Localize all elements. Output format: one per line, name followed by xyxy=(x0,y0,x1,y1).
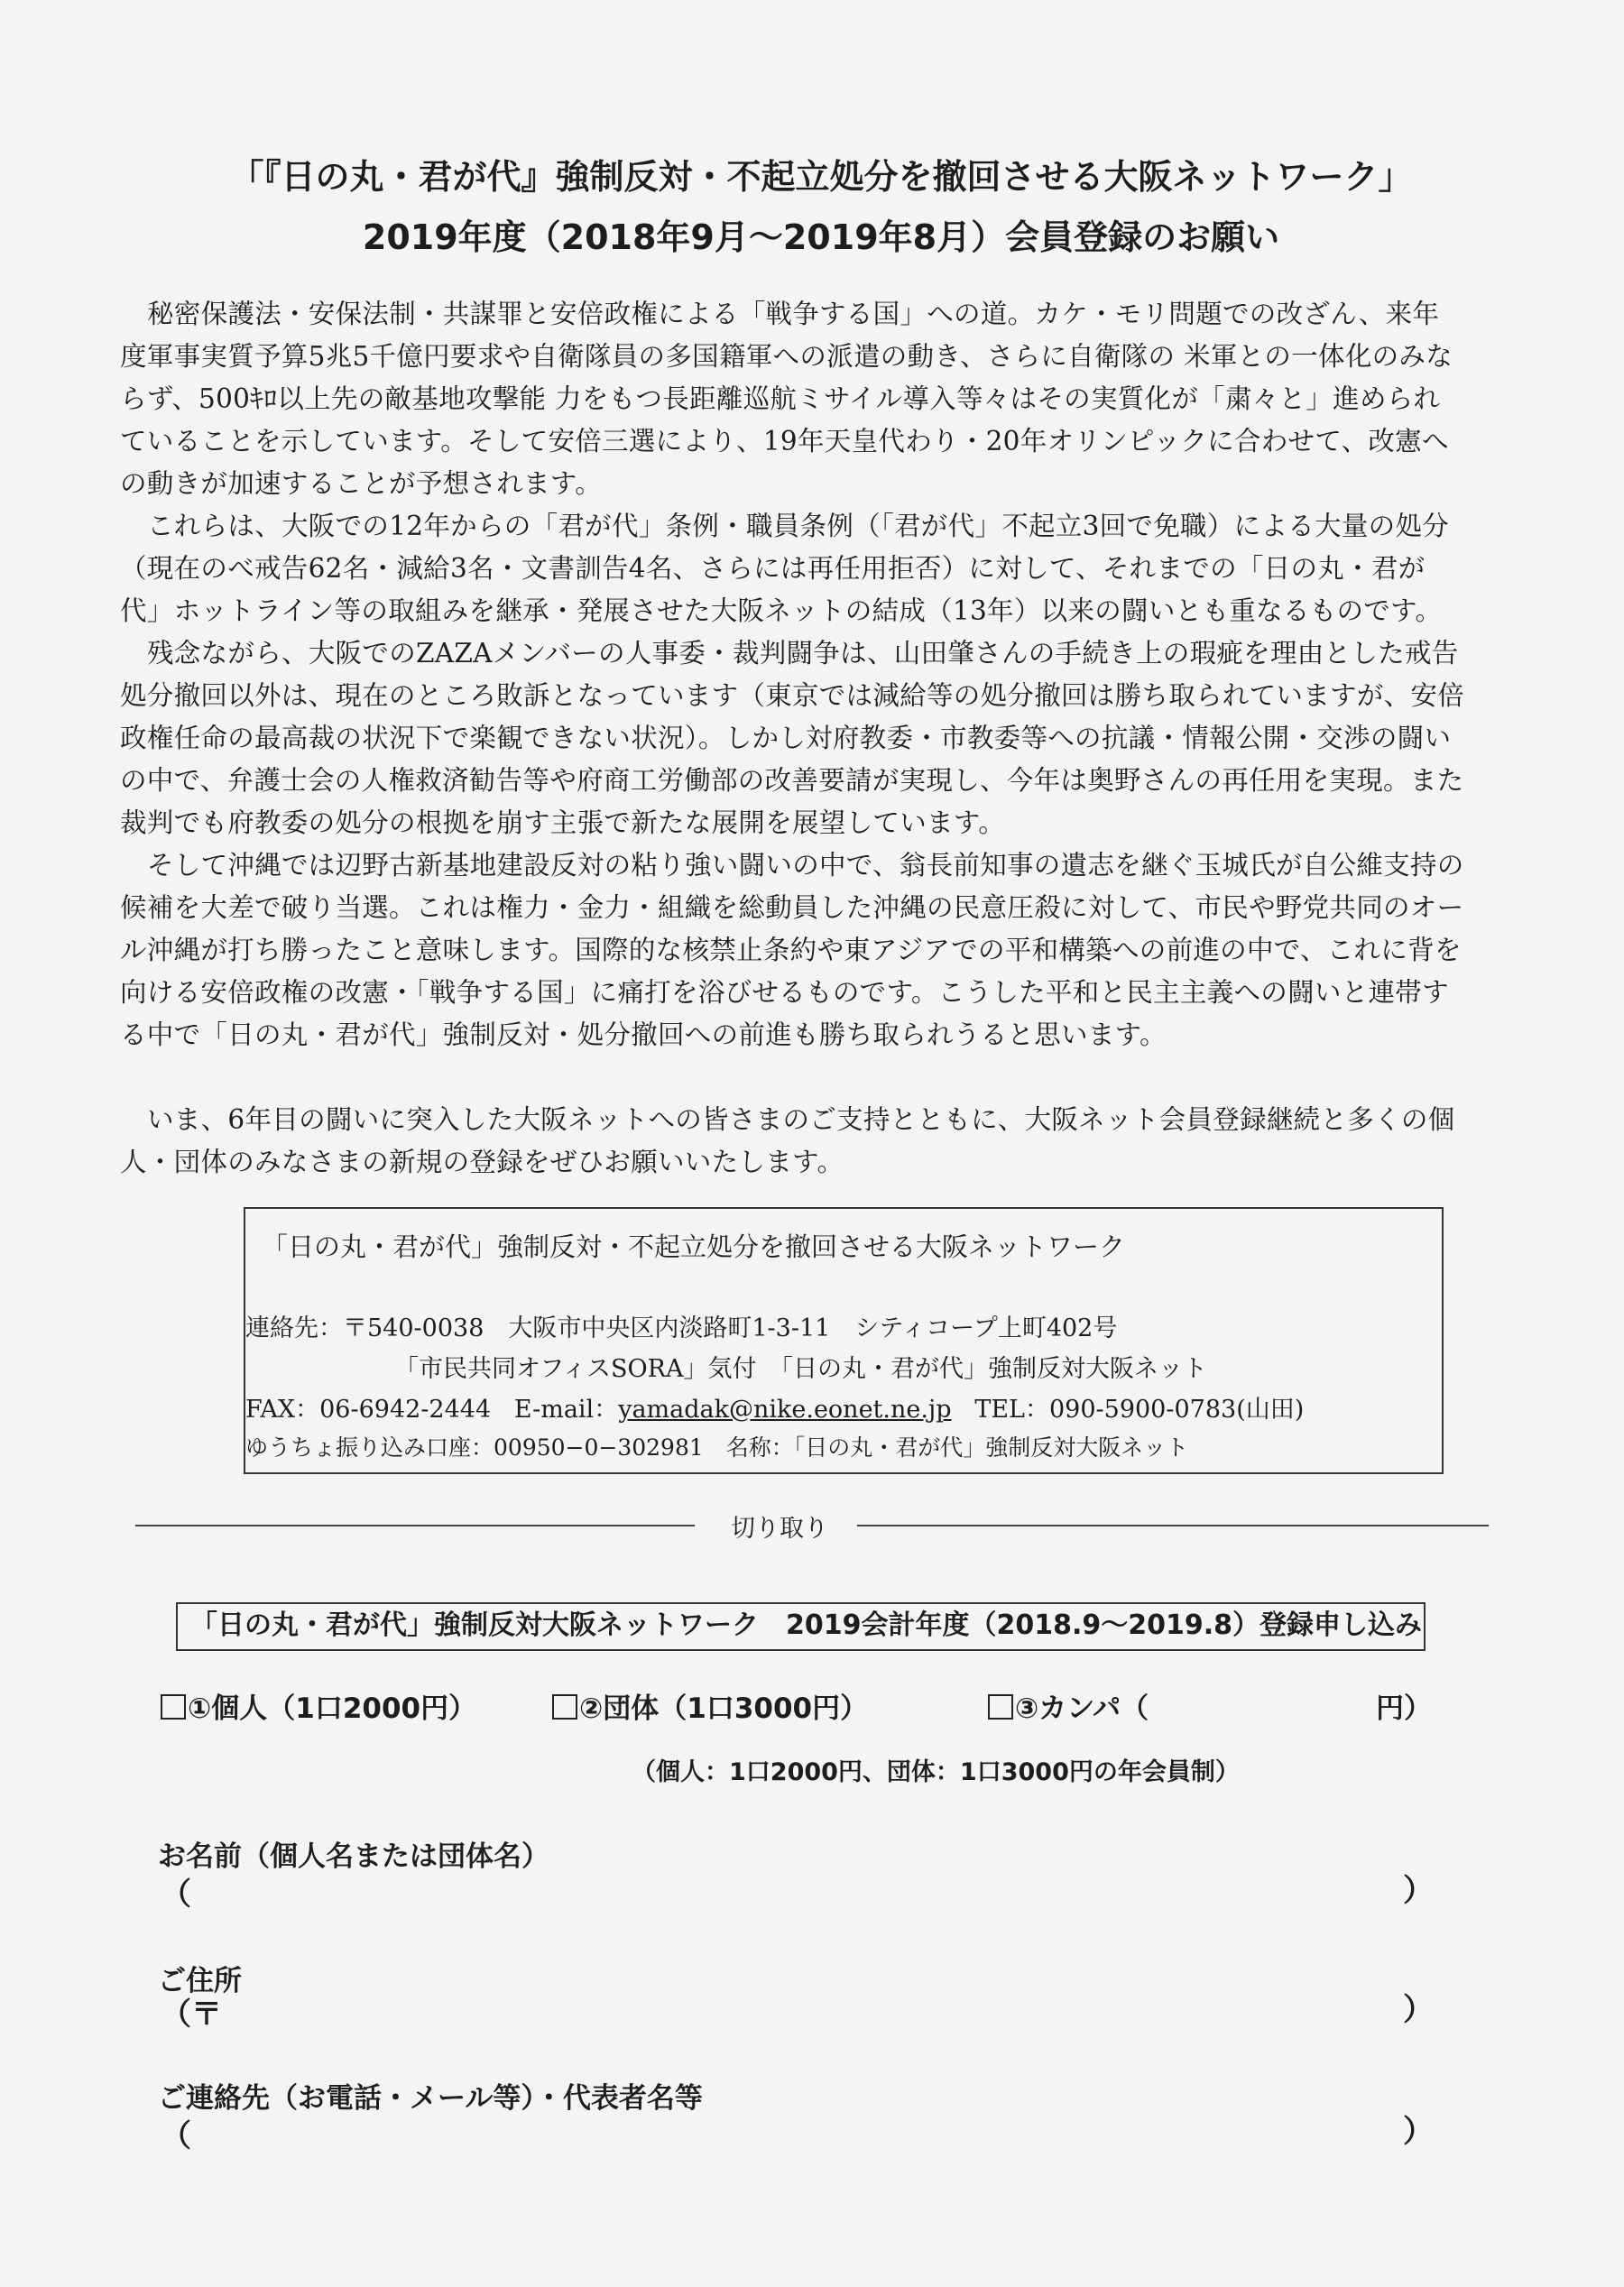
page-subtitle: 2019年度（2018年9月〜2019年8月）会員登録のお願い xyxy=(362,217,1280,257)
contact-address xyxy=(245,1308,1117,1343)
contact-field-open[interactable]: （ xyxy=(161,2118,191,2154)
contact-box xyxy=(244,1207,1444,1474)
tel: TEL：090-5900-0783(山田) xyxy=(974,1396,1305,1424)
contact-office: 「市民共同オフィスSORA」気付 「日の丸・君が代」強制反対大阪ネット xyxy=(394,1355,1207,1383)
contact-fax-email-tel xyxy=(245,1389,1304,1425)
option-label: ①個人（1口2000円） xyxy=(188,1692,477,1725)
cut-line xyxy=(135,1507,1489,1543)
name-label: お名前（個人名または団体名） xyxy=(158,1840,549,1873)
address-text: 〒540-0038 大阪市中央区内淡路町1-3-11 シティコープ上町402号 xyxy=(343,1314,1118,1342)
paragraph: これらは、大阪での12年からの「君が代」条例・職員条例（「君が代」不起立3回で免職）による大量の処分（現在のべ戒告62名・減給3名・文書訓告4名、さらには再任用拒否）に対して、それまでの「日の丸・君が代」ホットライン等の取組みを継承・発展させた大阪ネットの結成（13年）以来の闘いとも重なるものです。 xyxy=(120,511,1450,626)
option-label: ②団体（1口3000円） xyxy=(579,1692,869,1725)
address-label: ご住所 xyxy=(158,1965,242,1997)
body-text xyxy=(120,293,1464,1184)
postal-account: ゆうちょ振り込み口座：00950−0−302981 名称：「日の丸・君が代」強制反対大阪ネット xyxy=(245,1434,1189,1461)
option-individual[interactable] xyxy=(161,1685,476,1726)
contact-org: 「日の丸・君が代」強制反対・不起立処分を撤回させる大阪ネットワーク xyxy=(262,1231,1126,1262)
address-field-close[interactable]: ） xyxy=(1403,1992,1434,2028)
address-label: 連絡先： xyxy=(245,1314,343,1342)
email-link[interactable]: yamadak@nike.eonet.ne.jp xyxy=(618,1396,952,1424)
dashed-divider xyxy=(135,1525,695,1526)
contact-label: ご連絡先（お電話・メール等）・代表者名等 xyxy=(158,2082,703,2115)
form-title: 「日の丸・君が代」強制反対大阪ネットワーク 2019会計年度（2018.9〜2019.8）登録申し込み xyxy=(176,1602,1426,1651)
donation-unit: 円） xyxy=(1376,1692,1432,1725)
option-label: ③カンパ（ xyxy=(1015,1692,1149,1725)
checkbox[interactable] xyxy=(988,1694,1013,1720)
postal-mark: 〒 xyxy=(191,1997,222,2033)
name-field-open[interactable]: （ xyxy=(161,1877,191,1913)
paragraph: 残念ながら、大阪でのZAZAメンバーの人事委・裁判闘争は、山田肇さんの手続き上の瑕疵を理由とした戒告処分撤回以外は、現在のところ敗訴となっています（東京では減給等の処分撤回は勝ち取られていますが、安倍政権任命の最高裁の状況下で楽観できない状況）。しかし対府教委・市教委等への抗議・情報公開・交渉の闘いの中で、弁護士会の人権救済勧告等や府商工労働部の改善要請が実現し、今年は奥野さんの再任用を実現。また裁判でも府教委の処分の根拠を崩す主張で新たな展開を展望しています。 xyxy=(120,638,1465,838)
checkbox[interactable] xyxy=(552,1694,577,1720)
paren: （ xyxy=(161,1997,191,2033)
dashed-divider xyxy=(857,1525,1489,1526)
fax: FAX：06-6942-2444 xyxy=(245,1396,492,1424)
paragraph: 秘密保護法・安保法制・共謀罪と安倍政権による「戦争する国」への道。カケ・モリ問題での改ざん、来年度軍事実質予算5兆5千億円要求や自衛隊員の多国籍軍への派遣の動き、さらに自衛隊の 米軍との一体化のみならず、500ｷﾛ以上先の敵基地攻撃能 力をもつ長距離巡航ミサイル導入等々はその実質化が「粛々と」進められていることを示しています。そして安倍三選により、19年天皇代わり・20年オリンピックに合わせて、改憲への動きが加速することが予想されます。 xyxy=(120,299,1453,499)
address-field-open[interactable] xyxy=(161,1989,222,2033)
option-donation[interactable] xyxy=(988,1685,1149,1726)
name-field-close[interactable]: ） xyxy=(1403,1873,1434,1909)
membership-note: （個人：1口2000円、団体：1口3000円の年会員制） xyxy=(632,1758,1240,1786)
paragraph: いま、6年目の闘いに突入した大阪ネットへの皆さまのご支持とともに、大阪ネット会員登録継続と多くの個人・団体のみなさまの新規の登録をぜひお願いいたします。 xyxy=(120,1104,1455,1177)
email-label: E-mail： xyxy=(513,1396,619,1424)
paragraph: そして沖縄では辺野古新基地建設反対の粘り強い闘いの中で、翁長前知事の遺志を継ぐ玉城氏が自公維支持の候補を大差で破り当選。これは権力・金力・組織を総動員した沖縄の民意圧殺に対して、市民や野党共同のオール沖縄が打ち勝ったこと意味します。国際的な核禁止条約や東アジアでの平和構築への前進の中で、これに背を向ける安倍政権の改憲・「戦争する国」に痛打を浴びせるものです。こうした平和と民主主義への闘いと連帯する中で「日の丸・君が代」強制反対・処分撤回への前進も勝ち取られうると思います。 xyxy=(120,850,1464,1050)
page-title: 「『日の丸・君が代』強制反対・不起立処分を撤回させる大阪ネットワーク」 xyxy=(229,157,1413,197)
checkbox[interactable] xyxy=(161,1694,186,1720)
option-group[interactable] xyxy=(552,1685,868,1726)
cut-label: 切り取り xyxy=(731,1515,828,1543)
contact-field-close[interactable]: ） xyxy=(1403,2114,1434,2150)
